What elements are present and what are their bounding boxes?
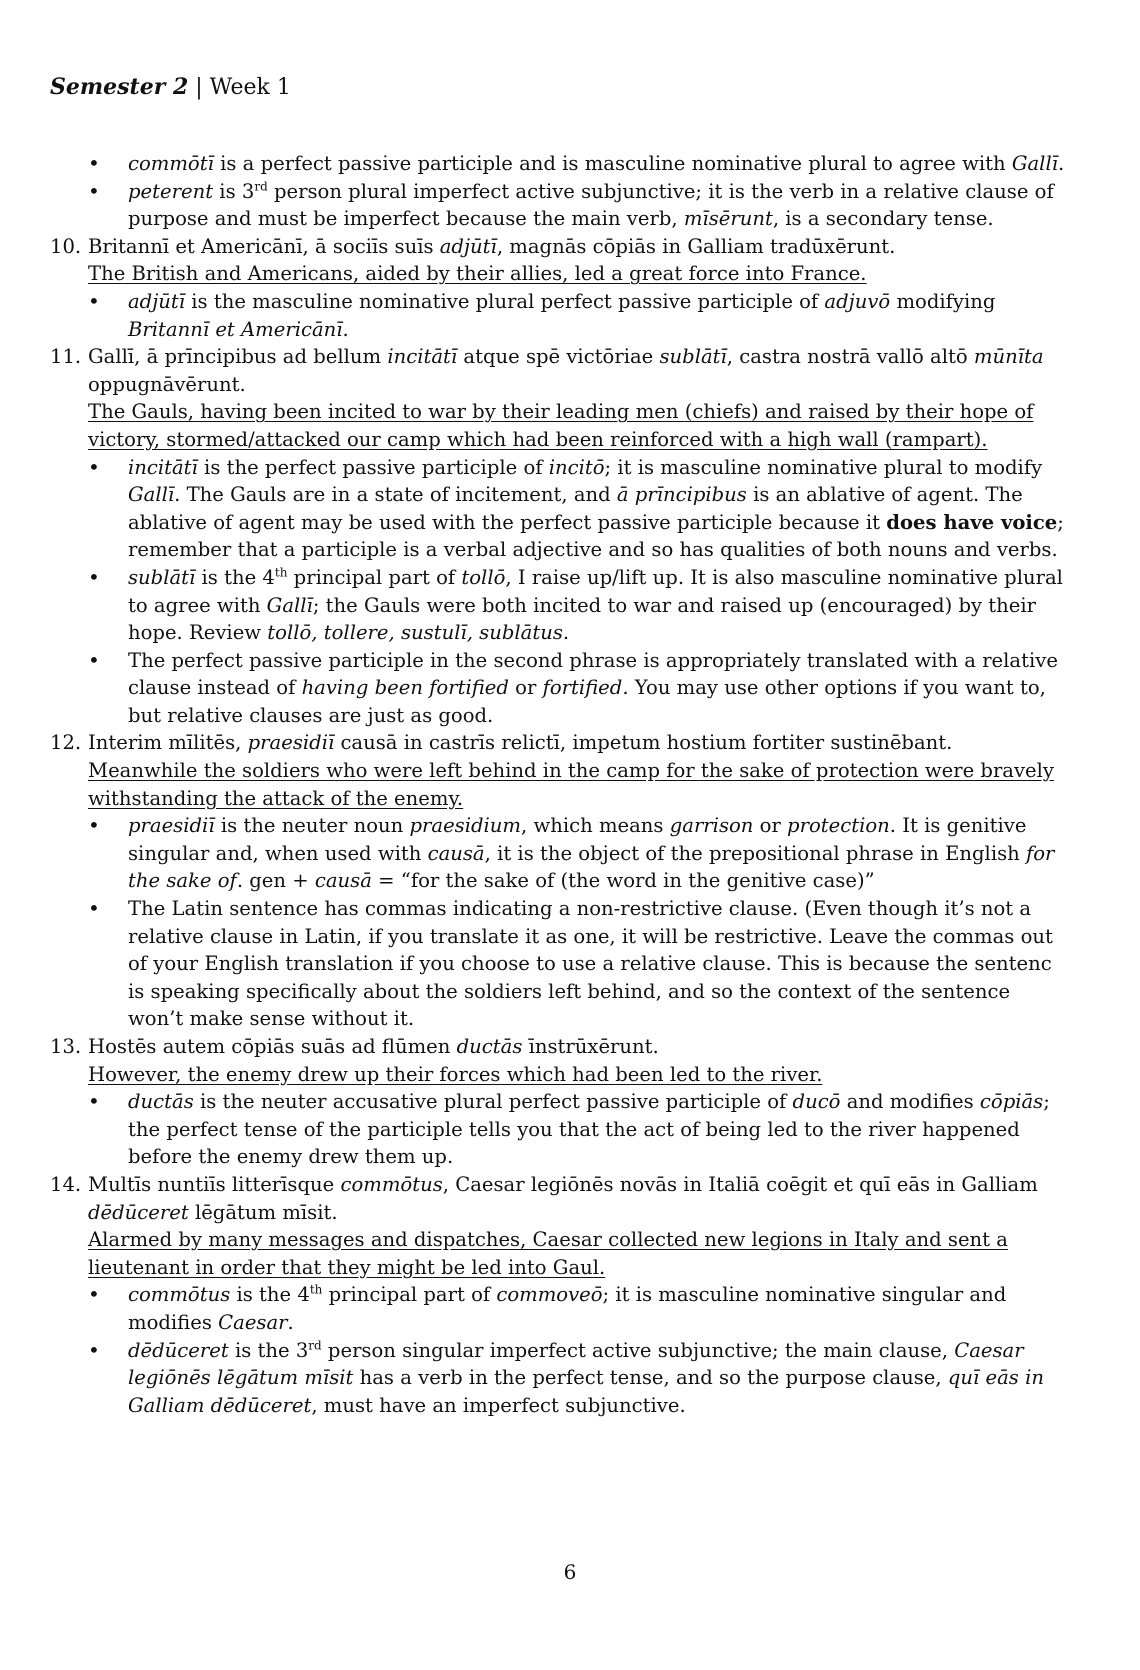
latin-sentence — [50, 343, 1065, 398]
sentence-number: 12. — [50, 731, 82, 755]
bullet-note: • adjūtī is the masculine nominative plural perfect passive participle of adjuvō modifying Britannī et Americānī. — [50, 288, 1065, 343]
english-translation — [50, 757, 1065, 812]
sentence-text: Gallī, ā prīncipibus ad bellum incitātī atque spē victōriae sublātī, castra nostrā vallō altō mūnīta oppugnāvērunt. — [88, 345, 1044, 396]
sentence-number: 11. — [50, 345, 82, 369]
sentence-text: Interim mīlitēs, praesidiī causā in castrīs relictī, impetum hostium fortiter sustinēbant. — [88, 731, 953, 755]
bullet-note: • peterent is 3rd person plural imperfect active subjunctive; it is the verb in a relative clause of purpose and must be imperfect because the main verb, mīsērunt, is a secondary tense. — [50, 178, 1065, 233]
header-separator: | — [188, 75, 210, 100]
bullet-note: • dēdūceret is the 3rd person singular imperfect active subjunctive; the main clause, Caesar legiōnēs lēgātum mīsit has a verb in the perfect tense, and so the purpose clause, quī eās in Galliam dēdūceret, must have an imperfect subjunctive. — [50, 1337, 1065, 1420]
sentence-number: 10. — [50, 234, 82, 258]
bullet-note: • The Latin sentence has commas indicating a non-restrictive clause. (Even though it’s not a relative clause in Latin, if you translate it as one, it will be restrictive. Leave the commas out of your English translation if you choose to use a relative clause. This is because the sentenc is speaking specifically about the soldiers left behind, and so the context of the sentence won’t make sense without it. — [50, 895, 1065, 1033]
page-number: 6 — [563, 1560, 577, 1584]
translation-text: Meanwhile the soldiers who were left behind in the camp for the sake of protection were bravely withstanding the attack of the enemy. — [88, 759, 1054, 810]
sentence-text: Britannī et Americānī, ā sociīs suīs adjūtī, magnās cōpiās in Galliam tradūxērunt. — [88, 234, 896, 258]
sentence-number: 14. — [50, 1172, 82, 1196]
translation-text: The Gauls, having been incited to war by their leading men (chiefs) and raised by their hope of victory, stormed/attacked our camp which had been reinforced with a high wall (rampart). — [88, 400, 1034, 451]
translation-text: However, the enemy drew up their forces which had been led to the river. — [88, 1062, 823, 1086]
bullet-note: • sublātī is the 4th principal part of tollō, I raise up/lift up. It is also masculine nominative plural to agree with Gallī; the Gauls were both incited to war and raised up (encouraged) by their hope. Review tollō, tollere, sustulī, sublātus. — [50, 564, 1065, 647]
latin-sentence — [50, 233, 1065, 261]
english-translation — [50, 398, 1065, 453]
bullet-note: • incitātī is the perfect passive participle of incitō; it is masculine nominative plural to modify Gallī. The Gauls are in a state of incitement, and ā prīncipibus is an ablative of agent. The ablative of agent may be used with the perfect passive participle because it does have voice; remember that a participle is a verbal adjective and so has qualities of both nouns and verbs. — [50, 454, 1065, 564]
week-label: Week 1 — [209, 75, 291, 100]
bullet-note: • ductās is the neuter accusative plural perfect passive participle of ducō and modifies cōpiās; the perfect tense of the participle tells you that the act of being led to the river happened before the enemy drew them up. — [50, 1088, 1065, 1171]
sentence-text: Multīs nuntiīs litterīsque commōtus, Caesar legiōnēs novās in Italiā coēgit et quī eās in Galliam dēdūceret lēgātum mīsit. — [88, 1172, 1038, 1224]
bullet-note: • commōtus is the 4th principal part of commoveō; it is masculine nominative singular and modifies Caesar. — [50, 1281, 1065, 1336]
semester-label: Semester 2 — [50, 74, 189, 100]
sentence-text: Hostēs autem cōpiās suās ad flūmen ductās īnstrūxērunt. — [88, 1035, 659, 1058]
latin-sentence — [50, 729, 1065, 757]
latin-sentence — [50, 1033, 1065, 1061]
bullet-note: • The perfect passive participle in the second phrase is appropriately translated with a relative clause instead of having been fortified or fortified. You may use other options if you want to, but relative clauses are just as good. — [50, 647, 1065, 730]
english-translation — [50, 1061, 1065, 1089]
translation-text: Alarmed by many messages and dispatches, Caesar collected new legions in Italy and sent a lieutenant in order that they might be led into Gaul. — [88, 1228, 1008, 1279]
bullet-note: • praesidiī is the neuter noun praesidium, which means garrison or protection. It is genitive singular and, when used with causā, it is the object of the prepositional phrase in English for the sake of. gen + causā = “for the sake of (the word in the genitive case)” — [50, 812, 1065, 895]
page-header — [50, 72, 291, 103]
translation-text: The British and Americans, aided by their allies, led a great force into France. — [88, 262, 867, 286]
latin-sentence — [50, 1171, 1065, 1226]
english-translation — [50, 1226, 1065, 1281]
sentence-number: 13. — [50, 1035, 82, 1058]
document-body — [50, 150, 1065, 1419]
bullet-note: • commōtī is a perfect passive participle and is masculine nominative plural to agree with Gallī. — [50, 150, 1065, 178]
english-translation — [50, 260, 1065, 288]
